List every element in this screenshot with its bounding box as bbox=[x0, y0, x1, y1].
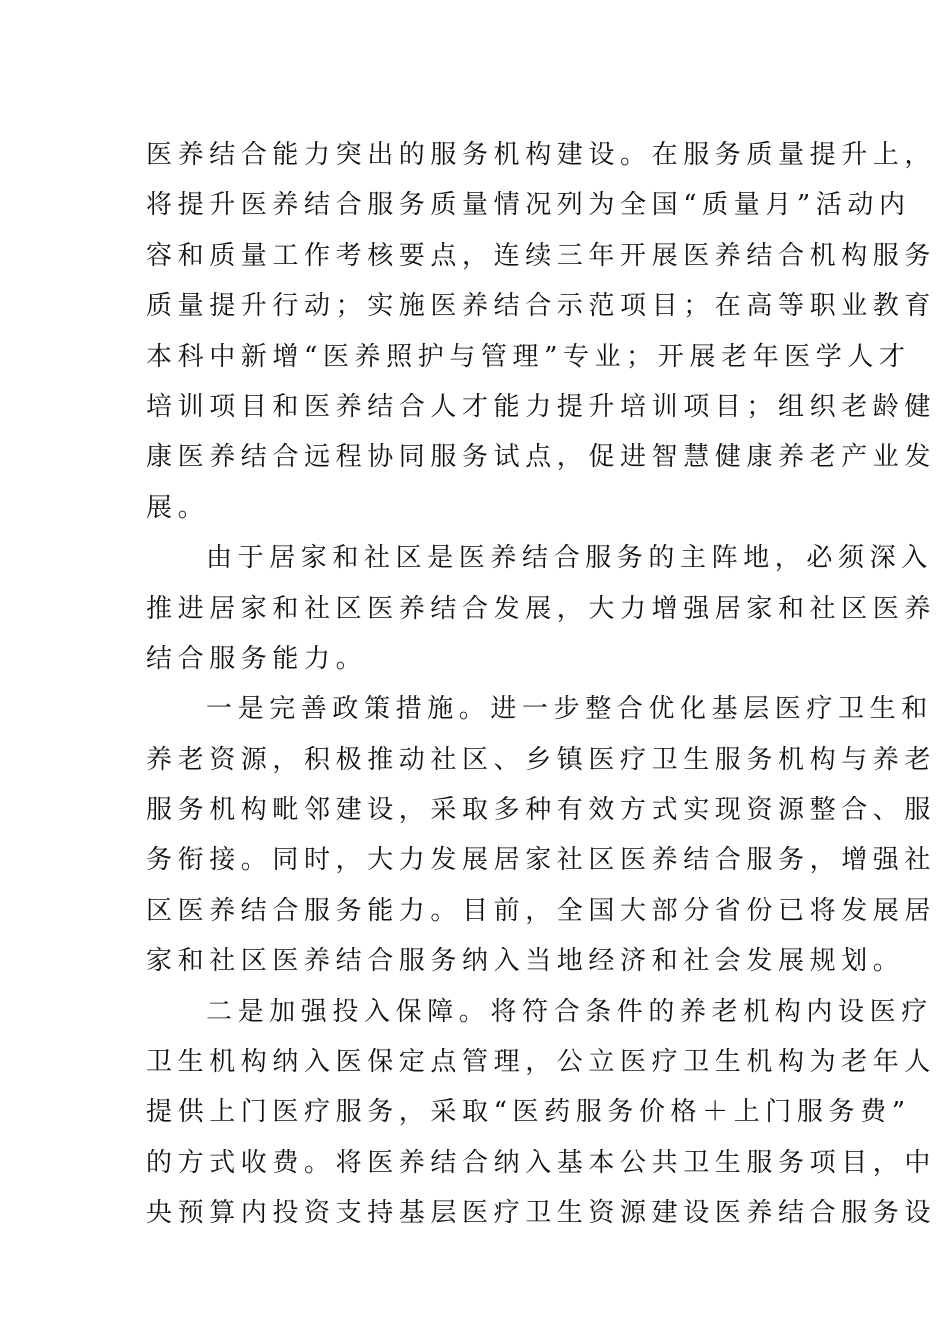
text-line: 务衔接。同时，大力发展居家社区医养结合服务，增强社 bbox=[146, 845, 937, 876]
text-line: 央预算内投资支持基层医疗卫生资源建设医养结合服务设 bbox=[146, 1198, 937, 1229]
text-line: 区医养结合服务能力。目前，全国大部分省份已将发展居 bbox=[146, 895, 937, 926]
text-line: 本科中新增“医养照护与管理”专业；开展老年医学人才 bbox=[146, 341, 911, 372]
text-line: 二是加强投入保障。将符合条件的养老机构内设医疗 bbox=[206, 996, 933, 1027]
paragraph-1 bbox=[146, 130, 937, 533]
paragraph-2 bbox=[146, 533, 937, 684]
text-line: 展。 bbox=[146, 492, 210, 523]
text-line: 康医养结合远程协同服务试点，促进智慧健康养老产业发 bbox=[146, 442, 937, 473]
text-line: 质量提升行动；实施医养结合示范项目；在高等职业教育 bbox=[146, 291, 937, 322]
text-line: 提供上门医疗服务，采取“医药服务价格＋上门服务费” bbox=[146, 1097, 911, 1128]
text-line: 卫生机构纳入医保定点管理，公立医疗卫生机构为老年人 bbox=[146, 1047, 937, 1078]
paragraph-4 bbox=[146, 987, 937, 1239]
text-line: 养老资源，积极推动社区、乡镇医疗卫生服务机构与养老 bbox=[146, 744, 937, 775]
text-line: 服务机构毗邻建设，采取多种有效方式实现资源整合、服 bbox=[146, 795, 937, 826]
text-line: 家和社区医养结合服务纳入当地经济和社会发展规划。 bbox=[146, 946, 905, 977]
text-line: 结合服务能力。 bbox=[146, 643, 368, 674]
text-line: 推进居家和社区医养结合发展，大力增强居家和社区医养 bbox=[146, 593, 937, 624]
text-line: 培训项目和医养结合人才能力提升培训项目；组织老龄健 bbox=[146, 391, 937, 422]
document-body bbox=[146, 130, 937, 1239]
text-line: 容和质量工作考核要点，连续三年开展医养结合机构服务 bbox=[146, 240, 937, 271]
text-line: 的方式收费。将医养结合纳入基本公共卫生服务项目，中 bbox=[146, 1147, 937, 1178]
paragraph-3 bbox=[146, 684, 937, 986]
text-line: 由于居家和社区是医养结合服务的主阵地，必须深入 bbox=[206, 543, 933, 574]
text-line: 医养结合能力突出的服务机构建设。在服务质量提升上， bbox=[146, 140, 937, 170]
text-line: 一是完善政策措施。进一步整合优化基层医疗卫生和 bbox=[206, 694, 933, 725]
text-line: 将提升医养结合服务质量情况列为全国“质量月”活动内 bbox=[146, 190, 911, 221]
